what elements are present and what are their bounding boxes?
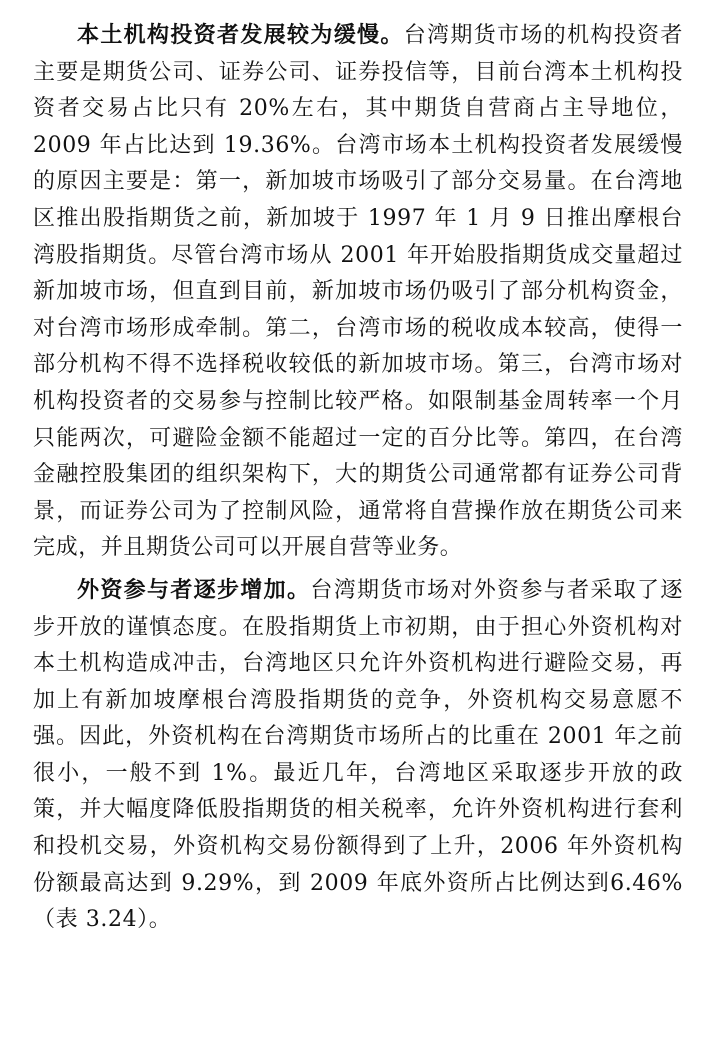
paragraph-lead-domestic-institutions: 本土机构投资者发展较为缓慢。 <box>77 23 404 48</box>
paragraph-body-domestic-institutions: 台湾期货市场的机构投资者主要是期货公司、证券公司、证券投信等，目前台湾本土机构投资者交易占比只有 20%左右，其中期货自营商占主导地位，2009 年占比达到 19.36%。台湾市场本土机构投资者发展缓慢的原因主要是：第一，新加坡市场吸引了部分交易量。在台湾地区推出股指期货之前，新加坡于 1997 年 1 月 9 日推出摩根台湾股指期货。尽管台湾市场从 2001 年开始股指期货成交量超过新加坡市场，但直到目前，新加坡市场仍吸引了部分机构资金，对台湾市场形成牵制。第二，台湾市场的税收成本较高，使得一部分机构不得不选择税收较低的新加坡市场。第三，台湾市场对机构投资者的交易参与控制比较严格。如限制基金周转率一个月只能两次，可避险金额不能超过一定的百分比等。第四，在台湾金融控股集团的组织架构下，大的期货公司通常都有证券公司背景，而证券公司为了控制风险，通常将自营操作放在期货公司来完成，并且期货公司可以开展自营等业务。 <box>33 23 683 561</box>
paragraph-domestic-institutions <box>33 18 683 567</box>
paragraph-lead-foreign-participants: 外资参与者逐步增加。 <box>77 577 311 603</box>
document-page <box>33 18 683 939</box>
paragraph-foreign-participants <box>33 573 683 939</box>
paragraph-body-foreign-participants: 台湾期货市场对外资参与者采取了逐步开放的谨慎态度。在股指期货上市初期，由于担心外资机构对本土机构造成冲击，台湾地区只允许外资机构进行避险交易，再加上有新加坡摩根台湾股指期货的竞争，外资机构交易意愿不强。因此，外资机构在台湾期货市场所占的比重在 2001 年之前很小，一般不到 1%。最近几年，台湾地区采取逐步开放的政策，并大幅度降低股指期货的相关税率，允许外资机构进行套利和投机交易，外资机构交易份额得到了上升，2006 年外资机构份额最高达到 9.29%，到 2009 年底外资所占比例达到6.46%（表 3.24）。 <box>33 577 683 933</box>
